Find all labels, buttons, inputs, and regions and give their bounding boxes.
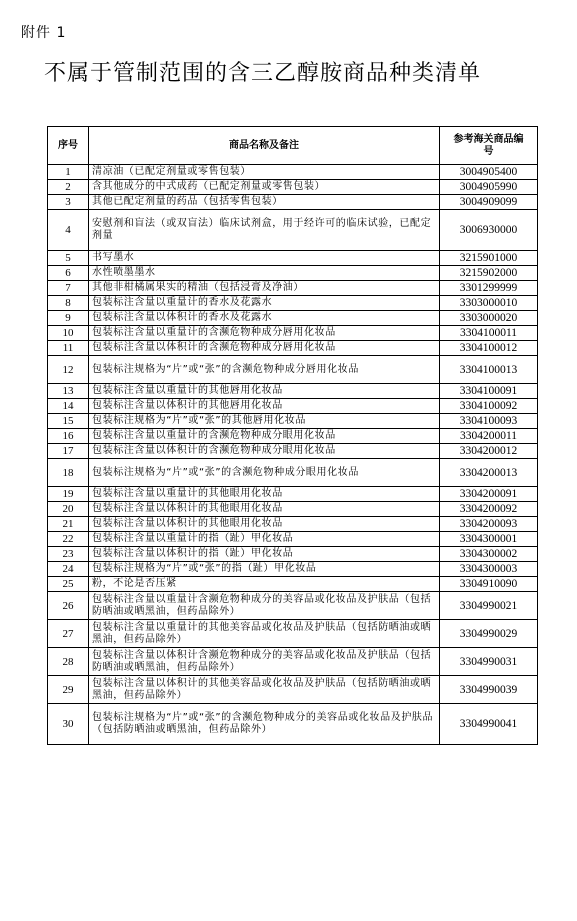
table-row: [48, 414, 538, 429]
table-row: [48, 676, 538, 704]
cell-code: 3304990031: [440, 648, 538, 676]
table-row: [48, 429, 538, 444]
cell-code: 3304200013: [440, 459, 538, 487]
table-row: [48, 251, 538, 266]
cell-name: 水性喷墨墨水: [89, 266, 440, 281]
cell-name: 包装标注含量以重量计的指（趾）甲化妆品: [89, 532, 440, 547]
table-row: [48, 341, 538, 356]
table-row: [48, 577, 538, 592]
cell-name: 其他非柑橘属果实的精油（包括浸膏及净油）: [89, 281, 440, 296]
cell-name: 包装标注含量以体积计的其他眼用化妆品: [89, 502, 440, 517]
cell-name: 包装标注规格为“片”或“张”的其他唇用化妆品: [89, 414, 440, 429]
cell-name: 包装标注规格为“片”或“张”的含濒危物种成分眼用化妆品: [89, 459, 440, 487]
table-row: [48, 384, 538, 399]
cell-code: 3215901000: [440, 251, 538, 266]
cell-no: 21: [48, 517, 89, 532]
table-row: [48, 266, 538, 281]
cell-name: 清凉油（已配定剂量或零售包装）: [89, 165, 440, 180]
table-row: [48, 210, 538, 251]
cell-no: 22: [48, 532, 89, 547]
table-row: [48, 562, 538, 577]
cell-no: 23: [48, 547, 89, 562]
cell-no: 9: [48, 311, 89, 326]
table-row: [48, 180, 538, 195]
cell-name: 包装标注含量以重量计的含濒危物种成分唇用化妆品: [89, 326, 440, 341]
cell-code: 3304300003: [440, 562, 538, 577]
cell-name: 粉，不论是否压紧: [89, 577, 440, 592]
table-row: [48, 648, 538, 676]
cell-name: 包装标注含量以重量计的其他唇用化妆品: [89, 384, 440, 399]
cell-no: 8: [48, 296, 89, 311]
cell-code: 3301299999: [440, 281, 538, 296]
table-body: [48, 165, 538, 745]
cell-no: 2: [48, 180, 89, 195]
cell-no: 20: [48, 502, 89, 517]
cell-code: 3006930000: [440, 210, 538, 251]
table-header-row: [48, 127, 538, 165]
cell-name: 包装标注含量以重量计含濒危物种成分的美容品或化妆品及护肤品（包括防晒油或晒黑油，但药品除外）: [89, 592, 440, 620]
cell-name: 包装标注含量以体积计的含濒危物种成分眼用化妆品: [89, 444, 440, 459]
cell-name: 包装标注含量以重量计的含濒危物种成分眼用化妆品: [89, 429, 440, 444]
cell-code: 3304910090: [440, 577, 538, 592]
cell-code: 3304200012: [440, 444, 538, 459]
cell-code: 3304100013: [440, 356, 538, 384]
header-no: 序号: [48, 127, 89, 165]
cell-name: 包装标注含量以体积计的其他眼用化妆品: [89, 517, 440, 532]
cell-code: 3304990039: [440, 676, 538, 704]
cell-code: 3304100092: [440, 399, 538, 414]
table-row: [48, 281, 538, 296]
cell-name: 其他已配定剂量的药品（包括零售包装）: [89, 195, 440, 210]
cell-name: 包装标注含量以体积计的其他美容品或化妆品及护肤品（包括防晒油或晒黑油，但药品除外）: [89, 676, 440, 704]
cell-code: 3303000010: [440, 296, 538, 311]
table-row: [48, 311, 538, 326]
table-row: [48, 502, 538, 517]
cell-code: 3304200011: [440, 429, 538, 444]
cell-name: 包装标注含量以重量计的其他美容品或化妆品及护肤品（包括防晒油或晒黑油，但药品除外）: [89, 620, 440, 648]
cell-code: 3004909099: [440, 195, 538, 210]
attachment-label: 附件 1: [21, 25, 67, 41]
cell-no: 4: [48, 210, 89, 251]
cell-code: 3304300001: [440, 532, 538, 547]
cell-no: 30: [48, 704, 89, 745]
cell-code: 3004905400: [440, 165, 538, 180]
cell-code: 3304100093: [440, 414, 538, 429]
cell-name: 包装标注含量以重量计的香水及花露水: [89, 296, 440, 311]
cell-no: 28: [48, 648, 89, 676]
cell-no: 16: [48, 429, 89, 444]
cell-name: 包装标注含量以体积计的含濒危物种成分唇用化妆品: [89, 341, 440, 356]
cell-no: 5: [48, 251, 89, 266]
header-code: 参考海关商品编号: [440, 127, 538, 165]
cell-no: 29: [48, 676, 89, 704]
cell-name: 包装标注含量以体积计的指（趾）甲化妆品: [89, 547, 440, 562]
cell-no: 11: [48, 341, 89, 356]
table-row: [48, 532, 538, 547]
cell-no: 6: [48, 266, 89, 281]
table-row: [48, 444, 538, 459]
cell-no: 1: [48, 165, 89, 180]
cell-name: 包装标注含量以重量计的其他眼用化妆品: [89, 487, 440, 502]
table-row: [48, 326, 538, 341]
cell-no: 10: [48, 326, 89, 341]
cell-no: 15: [48, 414, 89, 429]
cell-no: 14: [48, 399, 89, 414]
cell-name: 安慰剂和盲法（或双盲法）临床试剂盒，用于经许可的临床试验，已配定剂量: [89, 210, 440, 251]
cell-code: 3304100011: [440, 326, 538, 341]
cell-name: 包装标注规格为“片”或“张”的指（趾）甲化妆品: [89, 562, 440, 577]
cell-name: 包装标注含量以体积计含濒危物种成分的美容品或化妆品及护肤品（包括防晒油或晒黑油，但药品除外）: [89, 648, 440, 676]
cell-code: 3004905990: [440, 180, 538, 195]
cell-no: 13: [48, 384, 89, 399]
cell-code: 3304300002: [440, 547, 538, 562]
cell-name: 含其他成分的中式成药（已配定剂量或零售包装）: [89, 180, 440, 195]
cell-name: 书写墨水: [89, 251, 440, 266]
table-row: [48, 165, 538, 180]
cell-code: 3304990041: [440, 704, 538, 745]
cell-no: 7: [48, 281, 89, 296]
table-row: [48, 547, 538, 562]
cell-code: 3303000020: [440, 311, 538, 326]
table-row: [48, 487, 538, 502]
cell-code: 3304100091: [440, 384, 538, 399]
table-row: [48, 517, 538, 532]
cell-code: 3304200092: [440, 502, 538, 517]
cell-no: 27: [48, 620, 89, 648]
cell-no: 24: [48, 562, 89, 577]
cell-no: 26: [48, 592, 89, 620]
table-row: [48, 399, 538, 414]
cell-name: 包装标注规格为“片”或“张”的含濒危物种成分的美容品或化妆品及护肤品（包括防晒油或晒黑油，但药品除外）: [89, 704, 440, 745]
table-row: [48, 620, 538, 648]
cell-code: 3304100012: [440, 341, 538, 356]
cell-code: 3304200091: [440, 487, 538, 502]
cell-no: 25: [48, 577, 89, 592]
table-row: [48, 356, 538, 384]
cell-no: 12: [48, 356, 89, 384]
header-name: 商品名称及备注: [89, 127, 440, 165]
goods-table: [47, 126, 538, 745]
cell-no: 19: [48, 487, 89, 502]
cell-code: 3215902000: [440, 266, 538, 281]
table-row: [48, 195, 538, 210]
page-title: 不属于管制范围的含三乙醇胺商品种类清单: [44, 61, 482, 86]
cell-code: 3304200093: [440, 517, 538, 532]
cell-no: 18: [48, 459, 89, 487]
cell-code: 3304990021: [440, 592, 538, 620]
cell-name: 包装标注规格为“片”或“张”的含濒危物种成分唇用化妆品: [89, 356, 440, 384]
table-row: [48, 592, 538, 620]
table-row: [48, 459, 538, 487]
cell-no: 17: [48, 444, 89, 459]
cell-name: 包装标注含量以体积计的香水及花露水: [89, 311, 440, 326]
cell-no: 3: [48, 195, 89, 210]
cell-name: 包装标注含量以体积计的其他唇用化妆品: [89, 399, 440, 414]
table-row: [48, 704, 538, 745]
table-row: [48, 296, 538, 311]
cell-code: 3304990029: [440, 620, 538, 648]
